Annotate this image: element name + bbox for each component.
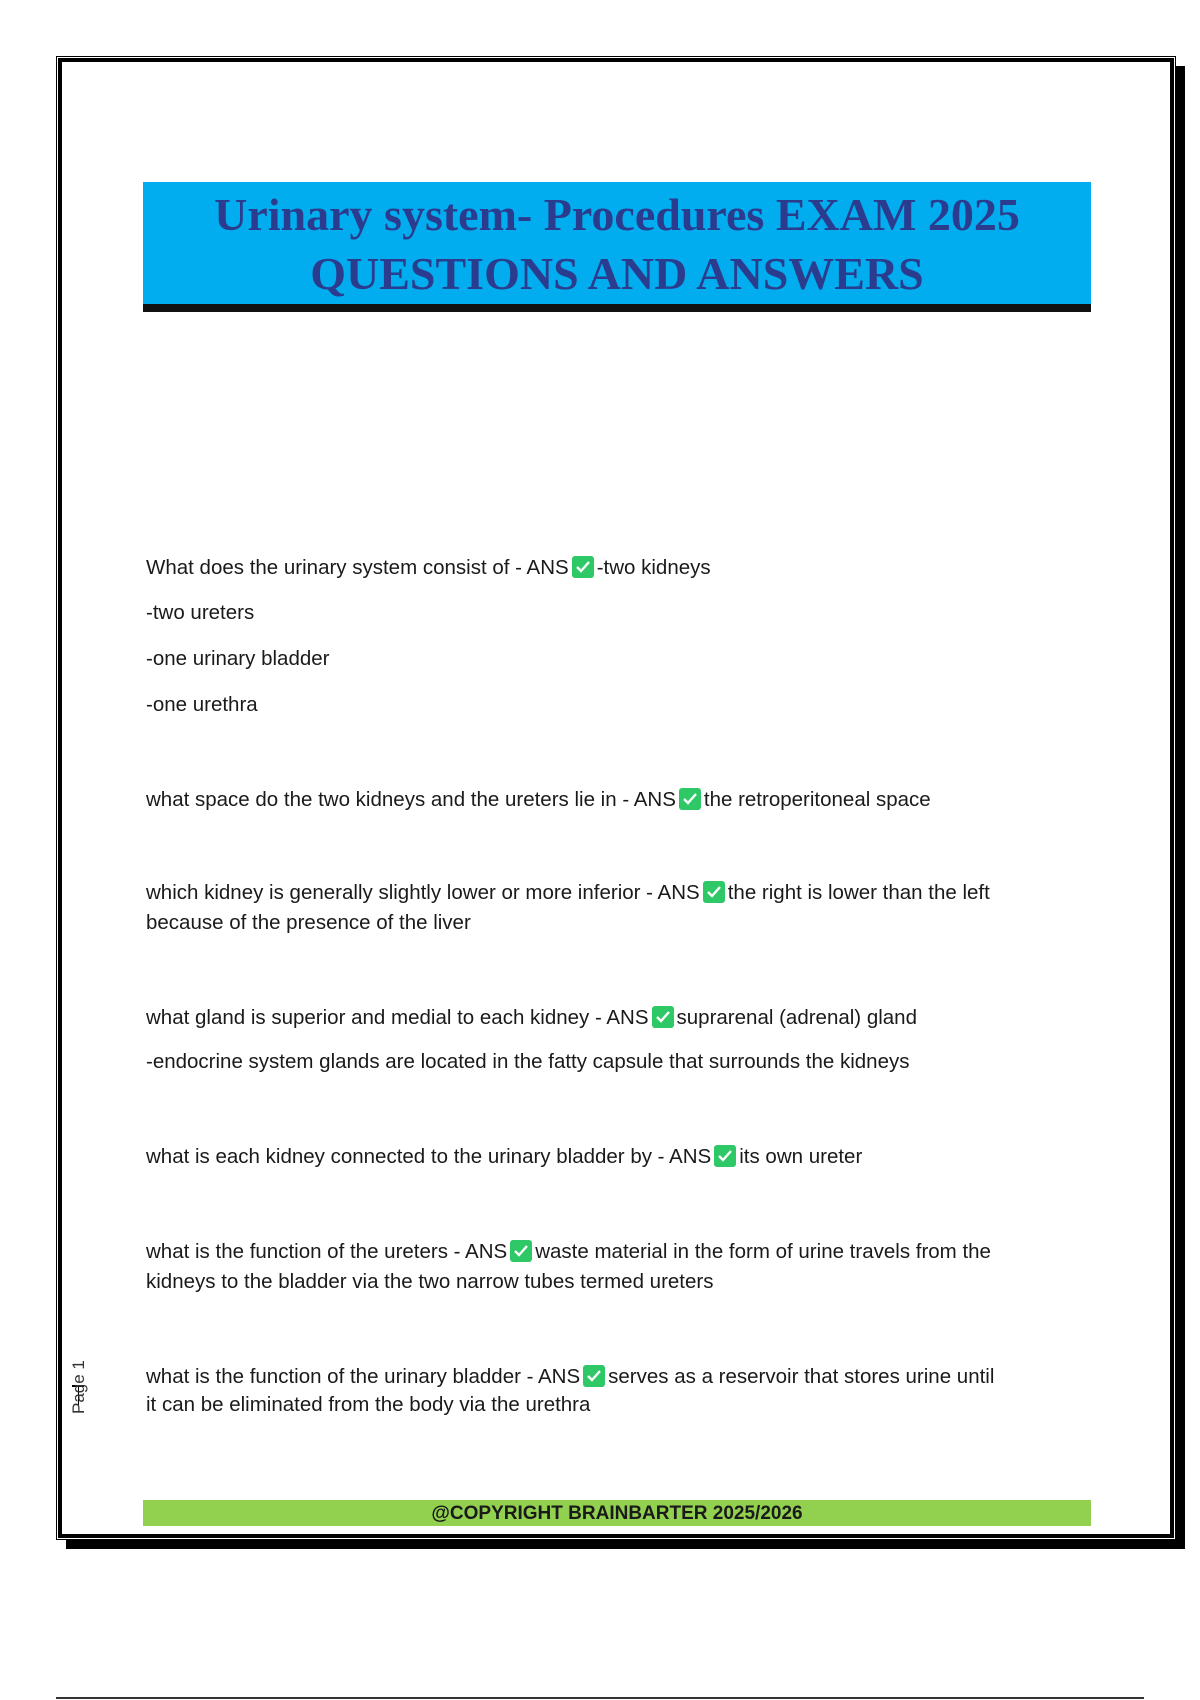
qa-extra-line (146, 690, 1086, 720)
answer-text: its own ureter (739, 1145, 863, 1168)
answer-text: waste material in the form of urine travels from the (535, 1240, 991, 1263)
title-line-2: QUESTIONS AND ANSWERS (310, 248, 924, 299)
answer-extra-text: -two ureters (146, 601, 255, 624)
bottom-divider (56, 1697, 1144, 1699)
page-label (63, 1360, 101, 1448)
qa-extra-line (146, 644, 1086, 674)
answer-text: -two kidneys (596, 556, 711, 579)
title-line-1: Urinary system- Procedures EXAM 2025 (214, 189, 1020, 240)
answer-text: the retroperitoneal space (703, 788, 931, 811)
check-mark-icon (703, 881, 725, 903)
qa-item (146, 1142, 1086, 1172)
qa-answer-continuation (146, 1267, 1086, 1297)
qa-item (146, 785, 1086, 815)
check-mark-icon (583, 1365, 605, 1387)
title-banner (143, 182, 1091, 312)
answer-extra-text: -endocrine system glands are located in the fatty capsule that surrounds the kidneys (146, 1050, 910, 1073)
check-mark-icon (572, 556, 594, 578)
answer-text: serves as a reservoir that stores urine until (608, 1365, 995, 1388)
answer-continuation-text: because of the presence of the liver (146, 911, 471, 934)
check-mark-icon (679, 788, 701, 810)
qa-item (146, 1237, 1086, 1267)
qa-extra-line (146, 1047, 1086, 1077)
check-mark-icon (510, 1240, 532, 1262)
question-text: what is the function of the urinary bladder - ANS (146, 1365, 581, 1388)
answer-text: the right is lower than the left (727, 881, 990, 904)
question-text: what is the function of the ureters - ANS (146, 1240, 508, 1263)
check-mark-icon (714, 1145, 736, 1167)
answer-extra-text: -one urethra (146, 693, 258, 716)
qa-answer-continuation (146, 1390, 1086, 1420)
copyright-footer: @COPYRIGHT BRAINBARTER 2025/2026 (143, 1500, 1091, 1526)
answer-continuation-text: it can be eliminated from the body via the urethra (146, 1393, 591, 1416)
page-border-shadow-right (1176, 66, 1185, 1548)
answer-continuation-text: kidneys to the bladder via the two narrow tubes termed ureters (146, 1270, 714, 1293)
qa-answer-continuation (146, 908, 1086, 938)
question-text: what space do the two kidneys and the ureters lie in - ANS (146, 788, 676, 811)
page-border-shadow-bottom (66, 1540, 1185, 1549)
question-text: What does the urinary system consist of - ANS (146, 556, 569, 579)
qa-extra-line (146, 598, 1086, 628)
qa-item (146, 1003, 1086, 1033)
answer-extra-text: -one urinary bladder (146, 647, 330, 670)
qa-item (146, 553, 1086, 583)
page-number: 1 (69, 1360, 88, 1370)
qa-line (146, 553, 1086, 583)
answer-text: suprarenal (adrenal) gland (676, 1006, 917, 1029)
page-label-text: Page 1 (69, 1360, 88, 1414)
qa-item (146, 878, 1086, 908)
question-text: what gland is superior and medial to each kidney - ANS (146, 1006, 649, 1029)
check-mark-icon (652, 1006, 674, 1028)
question-text: what is each kidney connected to the urinary bladder by - ANS (146, 1145, 712, 1168)
question-text: which kidney is generally slightly lower or more inferior - ANS (146, 881, 700, 904)
qa-item (146, 1362, 1086, 1392)
